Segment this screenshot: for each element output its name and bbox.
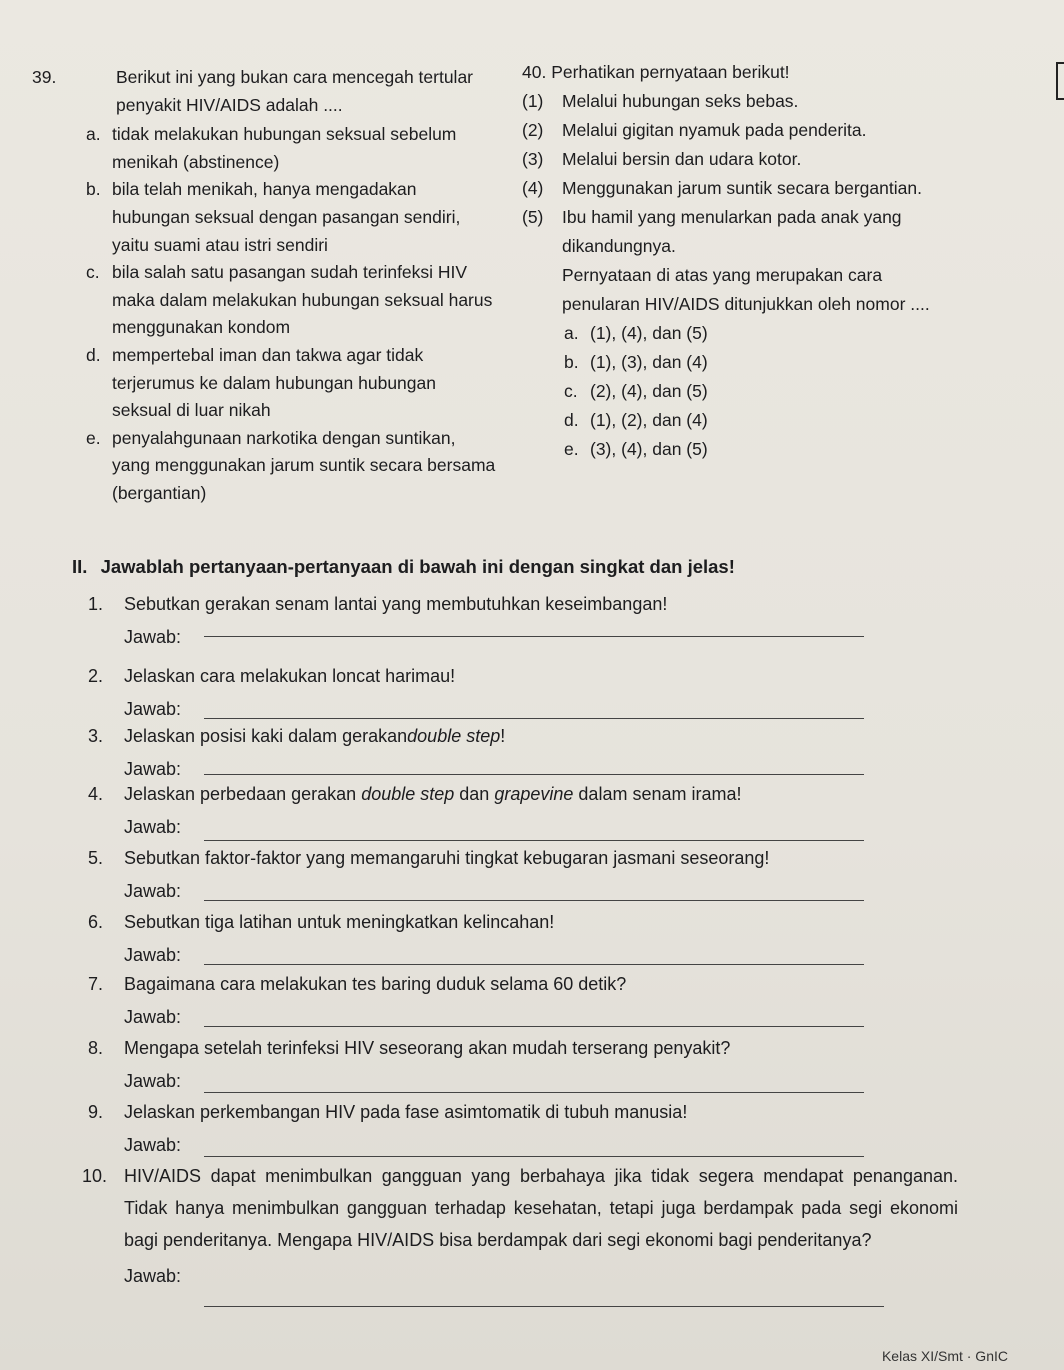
section-number: II.	[72, 556, 88, 577]
option-letter: c.	[564, 381, 578, 401]
question-39-option-b[interactable]	[86, 176, 496, 259]
question-number: 9.	[88, 1102, 104, 1122]
jawab-label: Jawab:	[124, 1071, 182, 1091]
jawab-label: Jawab:	[124, 759, 182, 779]
answer-line[interactable]	[204, 1092, 864, 1093]
statement-2	[522, 116, 942, 145]
question-text: HIV/AIDS dapat menimbulkan gangguan yang berbahaya jika tidak segera mendapat penanganan. Tidak hanya menimbulkan gangguan terhadap kesehatan, tetapi juga berdampak pada segi ekonomi bagi penderitanya. Mengapa HIV/AIDS bisa berdampak dari segi ekonomi bagi penderitanya?	[124, 1166, 958, 1250]
option-text: mempertebal iman dan takwa agar tidak terjerumus ke dalam hubungan hubungan seksual di luar nikah	[112, 344, 436, 421]
question-40-text: Perhatikan pernyataan berikut!	[551, 62, 790, 82]
option-text: penyalahgunaan narkotika dengan suntikan, yang menggunakan jarum suntik secara bersama (bergantian)	[112, 427, 496, 503]
question-39-option-a[interactable]	[86, 121, 496, 176]
option-letter: a.	[564, 323, 579, 343]
statement-text: Menggunakan jarum suntik secara bergantian.	[562, 178, 922, 198]
question-40-prompt: Pernyataan di atas yang merupakan cara penularan HIV/AIDS ditunjukkan oleh nomor ....	[562, 265, 930, 314]
question-39-stem	[32, 64, 496, 119]
essay-question-5	[88, 848, 988, 902]
question-text: Jelaskan perkembangan HIV pada fase asimtomatik di tubuh manusia!	[124, 1102, 688, 1122]
essay-question-7	[88, 974, 988, 1028]
question-text: Sebutkan tiga latihan untuk meningkatkan kelincahan!	[124, 912, 555, 932]
question-40-option-e[interactable]	[522, 435, 942, 464]
question-39	[32, 64, 496, 508]
question-text: Mengapa setelah terinfeksi HIV seseorang akan mudah terserang penyakit?	[124, 1038, 731, 1058]
section-ii-title	[72, 556, 735, 578]
section-title-text: Jawablah pertanyaan-pertanyaan di bawah ini dengan singkat dan jelas!	[100, 556, 735, 577]
statement-1	[522, 87, 942, 116]
option-letter: c.	[86, 262, 100, 283]
question-40-option-d[interactable]	[522, 406, 942, 435]
statement-text: Ibu hamil yang menularkan pada anak yang dikandungnya.	[562, 207, 902, 256]
option-text: (3), (4), dan (5)	[590, 439, 708, 459]
jawab-label: Jawab:	[124, 817, 182, 837]
option-letter: d.	[86, 344, 101, 365]
answer-line[interactable]	[204, 1156, 864, 1157]
question-text-suffix: !	[500, 726, 506, 746]
statement-text: Melalui gigitan nyamuk pada penderita.	[562, 120, 867, 140]
option-text: (1), (2), dan (4)	[590, 410, 708, 430]
option-letter: d.	[564, 410, 579, 430]
footer-text: Kelas XI/Smt · GnIC	[881, 1348, 1008, 1364]
question-number: 4.	[88, 784, 104, 804]
question-39-number: 39.	[32, 67, 57, 87]
statement-number: (3)	[522, 149, 544, 169]
essay-question-3	[88, 726, 988, 780]
question-italic: double step	[407, 726, 501, 746]
question-39-option-d[interactable]	[86, 342, 496, 425]
essay-question-10	[82, 1160, 958, 1292]
answer-line[interactable]	[204, 840, 864, 841]
question-number: 7.	[88, 974, 104, 994]
jawab-label: Jawab:	[124, 945, 182, 965]
jawab-label: Jawab:	[124, 881, 182, 901]
question-text: dalam senam irama!	[578, 784, 742, 804]
question-39-option-c[interactable]	[86, 259, 496, 342]
option-letter: e.	[86, 427, 101, 448]
answer-line[interactable]	[204, 964, 864, 965]
question-number: 2.	[88, 666, 104, 686]
statement-3	[522, 145, 942, 174]
jawab-label: Jawab:	[124, 1007, 182, 1027]
essay-question-2	[88, 666, 988, 720]
jawab-label: Jawab:	[124, 1266, 182, 1286]
answer-line[interactable]	[204, 636, 864, 637]
question-text: Sebutkan faktor-faktor yang memangaruhi tingkat kebugaran jasmani seseorang!	[124, 848, 770, 868]
option-letter: b.	[564, 352, 579, 372]
question-number: 1.	[88, 594, 104, 614]
page-edge-mark	[1056, 62, 1064, 100]
essay-question-8	[88, 1038, 988, 1092]
question-39-option-e[interactable]	[86, 425, 496, 508]
question-number: 10.	[82, 1166, 108, 1186]
option-text: bila salah satu pasangan sudah terinfeksi HIV maka dalam melakukan hubungan seksual harus menggunakan kondom	[112, 262, 493, 338]
question-text: dan	[459, 784, 490, 804]
jawab-label: Jawab:	[124, 627, 182, 647]
essay-question-4	[88, 784, 988, 838]
question-40-option-b[interactable]	[522, 348, 942, 377]
answer-line[interactable]	[204, 1026, 864, 1027]
question-40	[522, 58, 942, 464]
jawab-label: Jawab:	[124, 699, 182, 719]
question-text: Jelaskan perbedaan gerakan	[124, 784, 357, 804]
essay-question-9	[88, 1102, 988, 1156]
option-letter: a.	[86, 124, 101, 145]
option-text: (2), (4), dan (5)	[590, 381, 708, 401]
statement-number: (2)	[522, 120, 544, 140]
question-text: Bagaimana cara melakukan tes baring duduk selama 60 detik?	[124, 974, 627, 994]
option-letter: b.	[86, 179, 101, 200]
question-40-option-c[interactable]	[522, 377, 942, 406]
question-number: 8.	[88, 1038, 104, 1058]
answer-line[interactable]	[204, 718, 864, 719]
question-text: Jelaskan posisi kaki dalam gerakan	[124, 726, 408, 746]
essay-question-6	[88, 912, 988, 966]
option-text: bila telah menikah, hanya mengadakan hubungan seksual dengan pasangan sendiri, yaitu suami atau istri sendiri	[112, 179, 461, 255]
option-text: tidak melakukan hubungan seksual sebelum menikah (abstinence)	[112, 124, 457, 172]
question-40-stem	[522, 58, 942, 87]
question-number: 6.	[88, 912, 104, 932]
statement-text: Melalui hubungan seks bebas.	[562, 91, 799, 111]
jawab-label: Jawab:	[124, 1135, 182, 1155]
answer-line[interactable]	[204, 900, 864, 901]
question-number: 5.	[88, 848, 104, 868]
answer-line[interactable]	[204, 774, 864, 775]
question-40-option-a[interactable]	[522, 319, 942, 348]
option-letter: e.	[564, 439, 579, 459]
question-39-text: Berikut ini yang bukan cara mencegah tertular penyakit HIV/AIDS adalah ....	[116, 67, 474, 115]
question-italic: grapevine	[494, 784, 574, 804]
statement-number: (4)	[522, 178, 544, 198]
question-number: 3.	[88, 726, 104, 746]
question-40-number: 40.	[522, 62, 547, 82]
option-text: (1), (3), dan (4)	[590, 352, 708, 372]
statement-number: (1)	[522, 91, 544, 111]
question-italic: double step	[361, 784, 455, 804]
statement-4	[522, 174, 942, 203]
question-text: Jelaskan cara melakukan loncat harimau!	[124, 666, 456, 686]
essay-question-1	[88, 594, 988, 648]
option-text: (1), (4), dan (5)	[590, 323, 708, 343]
question-text: Sebutkan gerakan senam lantai yang membutuhkan keseimbangan!	[124, 594, 668, 614]
answer-line[interactable]	[204, 1306, 884, 1307]
statement-text: Melalui bersin dan udara kotor.	[562, 149, 802, 169]
statement-5	[522, 203, 942, 261]
statement-number: (5)	[522, 207, 544, 227]
